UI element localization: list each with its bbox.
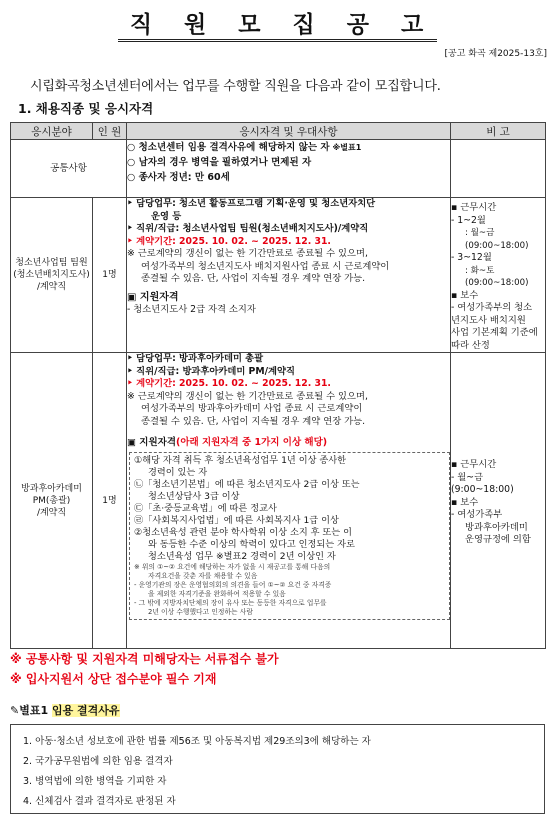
row1-qualification [127,198,451,353]
row1-note-line: - 3~12월 [451,252,492,263]
header-field: 응시분야 [11,123,93,140]
row1-note-line: 따라 산정 [451,339,490,351]
row1-contract-period: ‣ 계약기간: 2025. 10. 02. ~ 2025. 12. 31. [127,235,331,247]
section2-heading [10,702,120,718]
row1-note-line: - 1~2월 [451,214,486,226]
row2-qualification [127,353,451,649]
row2-note [451,353,546,649]
row1-field-line: (청소년배치지도사) [13,270,90,280]
common-item: ○ 청소년센터 임용 결격사유에 해당하지 않는 자 [127,142,330,153]
row1-line: - 청소년지도사 2급 자격 소지자 [127,304,256,315]
row2-field-line: /계약직 [36,507,67,518]
row-after-school [11,353,546,649]
row2-line: ※ 근로계약의 갱신이 없는 한 기간만료로 종료될 수 있으며, [127,390,368,402]
row1-line: 종결될 수 있음. 단, 사업이 지속될 경우 계약 연장 가능. [141,273,366,284]
qual-footnote: - 그 밖에 지방자치단체의 장이 유사 또는 동등한 자격으로 업무를 [134,599,327,607]
row1-line: 운영 등 [151,210,182,222]
qual-line: 청소년상담사 3급 이상 [148,491,240,502]
row1-field [11,198,93,353]
qual-line: ②청소년육성 관련 분야 학사학위 이상 소지 후 또는 이 [134,527,352,538]
row2-note-line: - 월~금(9:00~18:00) [451,471,514,495]
qual-line: 경력이 있는 자 [148,467,208,478]
qual-footnote: ※ 위의 ①~② 요건에 해당하는 자가 없을 시 재공고를 통해 다음의 [134,563,331,571]
row2-note-line: - 여성가족부 [451,509,503,520]
row2-note-line: ▪ 근무시간 [451,459,497,470]
list-item: 4. 신체검사 결과 결격자로 판정된 자 [23,796,176,807]
row1-line: ‣ 담당업무: 청소년 활동프로그램 기획·운영 및 청소년자치단 [127,198,376,209]
common-item: ○ 남자의 경우 병역을 필하였거나 면제된 자 [127,157,312,168]
row1-note-line: : 화~토(09:00~18:00) [465,265,529,288]
row1-line: ‣ 직위/직급: 청소년사업팀 팀원(청소년배치지도사)/계약직 [127,223,369,234]
row2-line: ‣ 직위/직급: 방과후아카데미 PM/계약직 [127,365,295,377]
row1-line: 여성가족부의 청소년지도사 배치지원사업 종료 시 근로계약이 [141,260,390,272]
common-row [11,140,546,198]
header-count: 인 원 [93,123,127,140]
common-field: 공통사항 [11,140,127,198]
qual-footnote: 2년 이상 수행했다고 인정하는 사람 [148,608,253,616]
qual-line: ㉡「청소년기본법」에 따른 청소년지도사 2급 이상 또는 [134,479,360,490]
header-qualification: 응시자격 및 우대사항 [127,123,451,140]
warning-1: ※ 공통사항 및 지원자격 미해당자는 서류접수 불가 [10,652,279,666]
qual-line: ㉢「초·중등교육법」에 따른 정교사 [134,503,277,514]
row1-note-line: 사업 기본계획 기준에 [451,327,538,338]
row2-contract-period: ‣ 계약기간: 2025. 10. 02. ~ 2025. 12. 31. [127,378,331,389]
qual-line: 와 동등한 수준 이상의 학력이 있다고 인정되는 자로 [148,539,355,550]
header-note: 비 고 [451,123,546,140]
row1-note [451,198,546,353]
row-youth-team [11,198,546,353]
row2-line: 여성가족부의 방과후아카데미 사업 종료 시 근로계약이 [141,403,363,414]
row2-field-line: PM(총괄) [32,495,71,506]
qual-footnote: 자격요건을 갖춘 자를 채용할 수 있음 [148,572,258,580]
section2-title: 임용 결격사유 [51,704,120,717]
disqualification-list [10,724,545,814]
row2-qual-title: ▣ 지원자격 [127,437,176,448]
row2-note-line: 방과후아카데미 [465,521,528,533]
row1-qual-title: ▣ 지원자격 [127,291,179,303]
common-item-ref: ※별표1 [332,143,362,152]
row2-line: 종결될 수 있음. 단, 사업이 지속될 경우 계약 연장 가능. [141,415,366,427]
page-title: 직 원 모 집 공 고 [118,12,437,42]
row1-field-line: 청소년사업팀 팀원 [15,258,88,268]
qual-line: 청소년육성 업무 ※별표2 경력이 2년 이상인 자 [148,551,336,562]
row2-note-line: 운영규정에 의함 [465,534,531,545]
common-item: ○ 종사자 정년: 만 60세 [127,172,230,183]
warning-2: ※ 입사지원서 상단 접수분야 필수 기재 [10,672,217,686]
section2-prefix: ✎별표1 [10,704,49,717]
row2-qual-condition: (아래 지원자격 중 1가지 이상 해당) [176,437,328,448]
row2-qual-box [129,452,450,620]
row2-note-line: ▪ 보수 [451,496,479,508]
row1-note-line: - 여성가족부의 청소 [451,302,533,313]
intro-text: 시립화곡청소년센터에서는 업무를 수행할 직원을 다음과 같이 모집합니다. [30,79,441,94]
row1-note-line: ▪ 보수 [451,289,479,301]
row2-line: ‣ 담당업무: 방과후아카데미 총괄 [127,353,264,364]
row2-field [11,353,93,649]
notice-number: [공고 화곡 제2025-13호] [444,49,547,59]
row2-note-spacer [451,353,545,459]
row1-note-line: 년지도사 배치지원 [451,314,526,326]
section1-heading: 1. 채용직종 및 응시자격 [18,101,154,116]
common-items [127,140,451,198]
qual-line: ㉣「사회복지사업법」에 따른 사회복지사 1급 이상 [134,515,339,526]
list-item: 2. 국가공무원법에 의한 임용 결격자 [23,756,173,767]
qual-footnote: 을 제외한 자격기준을 완화하여 적용할 수 있음 [148,590,286,598]
row1-field-line: /계약직 [36,282,67,292]
qual-footnote: - 운영기관의 장은 운영협의회의 의견을 들어 ①~② 요건 중 자격증 [134,581,332,589]
row1-count: 1명 [93,198,127,353]
list-item: 1. 아동·청소년 성보호에 관한 법률 제56조 및 아동복지법 제29조의3에 해당하는 자 [23,736,371,747]
qual-line: ①해당 자격 취득 후 청소년육성업무 1년 이상 종사한 [134,455,347,466]
table-header-row [11,123,546,140]
common-note [451,140,546,198]
row1-note-line: : 월~금(09:00~18:00) [465,228,529,251]
row1-line: ※ 근로계약의 갱신이 없는 한 기간만료로 종료될 수 있으며, [127,248,368,259]
row2-count: 1명 [93,353,127,649]
recruitment-table [10,122,546,649]
list-item: 3. 병역법에 의한 병역을 기피한 자 [23,776,167,787]
row2-field-line: 방과후아카데미 [21,483,82,494]
row1-note-line: ▪ 근무시간 [451,202,497,213]
row2-qual-heading [127,434,450,448]
page-title-wrap [0,6,555,39]
